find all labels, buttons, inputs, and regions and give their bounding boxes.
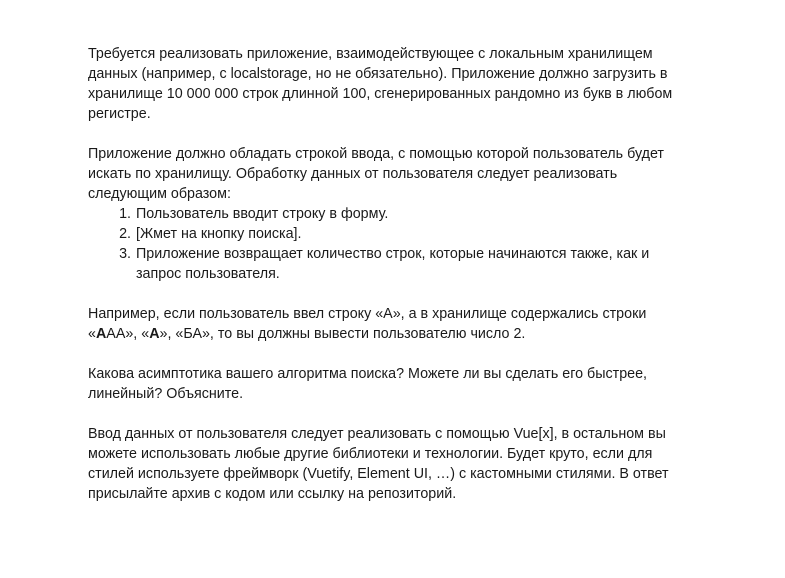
list-item: 2. [Жмет на кнопку поиска]. <box>135 224 698 244</box>
steps-list <box>88 204 698 284</box>
intro-paragraph: Требуется реализовать приложение, взаимодействующее с локальным хранилищем данных (например, с localstorage, но не обязательно). Приложение должно загрузить в хранилище 10 000 000 строк длинной 100, сгенерированных рандомно из букв в любом регистре. <box>88 46 673 122</box>
example-bold-letter: А <box>95 326 107 342</box>
example-bold-letter: А <box>149 326 160 342</box>
input-description-paragraph: Приложение должно обладать строкой ввода, с помощью которой пользователь будет искать по хранилищу. Обработку данных от пользователя следует реализовать следующим образом: <box>88 146 664 202</box>
asymptotic-question-paragraph: Какова асимптотика вашего алгоритма поиска? Можете ли вы сделать его быстрее, линейный? Объясните. <box>88 366 648 402</box>
list-item: 3. Приложение возвращает количество строк, которые начинаются также, как и запрос пользователя. <box>135 244 698 284</box>
list-item: 1. Пользователь вводит строку в форму. <box>135 204 698 224</box>
example-text: », «БА», то вы должны вывести пользователю число 2. <box>159 326 526 342</box>
example-paragraph <box>88 304 698 344</box>
example-text: Например, если пользователь ввел строку «А», а в хранилище содержались строки « <box>88 306 647 342</box>
example-text: АА», « <box>106 326 150 342</box>
task-document <box>88 44 698 504</box>
technology-paragraph: Ввод данных от пользователя следует реализовать с помощью Vue[x], в остальном вы можете использовать любые другие библиотеки и технологии. Будет круто, если для стилей используете фреймворк (Vuetify, Element UI, …) с кастомными стилями. В ответ присылайте архив с кодом или ссылку на репозиторий. <box>88 426 669 502</box>
